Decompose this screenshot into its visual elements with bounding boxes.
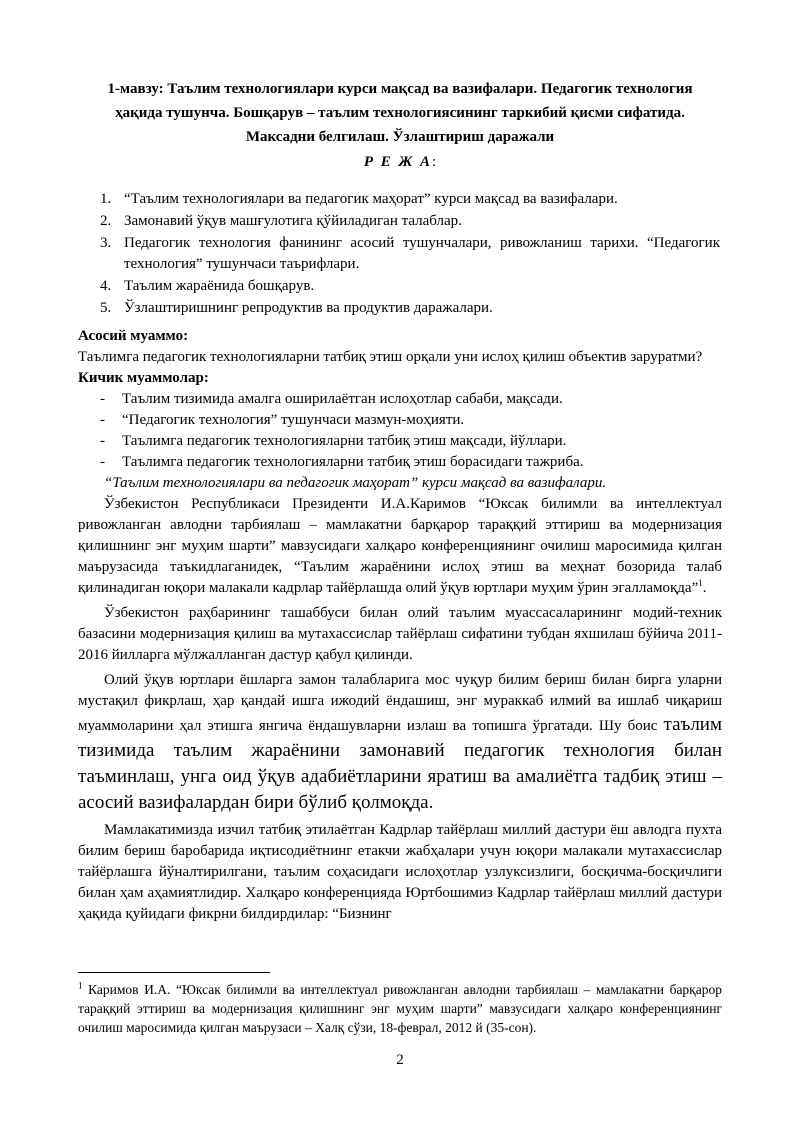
title-line-2: ҳақида тушунча. Бошқарув – таълим технологиясининг таркибий қисми сифатида. <box>115 105 685 121</box>
paragraph-3 <box>78 670 722 816</box>
dash-marker: - <box>100 433 105 449</box>
plan-item <box>100 298 720 319</box>
main-problem-heading: Асосий муаммо: <box>78 328 189 344</box>
footnote <box>78 980 722 1037</box>
small-problem-item <box>78 389 722 410</box>
main-body <box>78 326 722 925</box>
paragraph-1-end: . <box>702 580 707 596</box>
small-problem-text: Таълимга педагогик технологияларни татбиқ этиш борасидаги тажриба. <box>122 454 584 470</box>
plan-item-text: Таълим жараёнида бошқарув. <box>124 278 315 294</box>
dash-marker: - <box>100 391 105 407</box>
plan-item-number: 5. <box>100 300 112 316</box>
plan-heading-word: Р Е Ж А <box>363 154 433 170</box>
plan-item <box>100 276 720 297</box>
plan-item-text: “Таълим технологиялари ва педагогик маҳорат” курси мақсад ва вазифалари. <box>124 191 618 207</box>
section-title: “Таълим технологиялари ва педагогик маҳорат” курси мақсад ва вазифалари. <box>104 475 607 491</box>
plan-item-number: 2. <box>100 213 112 229</box>
plan-list <box>100 189 720 320</box>
footnote-separator <box>78 972 270 973</box>
paragraph-3-large-text: таълим тизимида таълим жараёнини замонавий педагогик технология билан таъминлаш, унга оид ўқув адабиётларини яратиш ва амалиётга тадбиқ этиш – асосий вазифалардан бири бўлиб қолмоқда. <box>78 714 722 813</box>
footnote-reference: 1 <box>698 578 703 588</box>
small-problem-item <box>78 410 722 431</box>
footnote-mark: 1 <box>78 980 83 991</box>
dash-marker: - <box>100 412 105 428</box>
small-problem-text: Таълим тизимида амалга оширилаётган ислоҳотлар сабаби, мақсади. <box>122 391 563 407</box>
page-number: 2 <box>396 1052 404 1068</box>
plan-item-number: 4. <box>100 278 112 294</box>
small-problem-text: Таълимга педагогик технологияларни татбиқ этиш мақсади, йўллари. <box>122 433 567 449</box>
small-problem-item <box>78 431 722 452</box>
footnote-text: Каримов И.А. “Юксак билимли ва интеллектуал ривожланган авлодни тарбиялаш – мамлакатни барқарор тараққий эттириш ва модернизация қилишнинг энг муҳим шарти” мавзусидаги халқаро конференциянинг очилиш маросимида қилган маърузаси – Халқ сўзи, 18-феврал, 2012 й (35-сон). <box>78 982 722 1035</box>
paragraph-3-text: Олий ўқув юртлари ёшларга замон талабларига мос чуқур билим бериш билан бирга уларни мустақил фикрлаш, ҳар қандай ишга ижодий ёндашиш, энг мураккаб илмий ва ишлаб чиқариш муаммоларини ҳал этишга янгича ёндашувларни излаш ва топишга ўргатади. Шу боис <box>78 672 722 734</box>
small-problems-list <box>78 389 722 473</box>
title-line-1: 1-мавзу: Таълим технологиялари курси мақсад ва вазифалари. Педагогик технология <box>107 81 693 97</box>
plan-item-text: Педагогик технология фанининг асосий тушунчалари, ривожланиш тарихи. “Педагогик технология” тушунчаси таърифлари. <box>124 235 720 272</box>
plan-item <box>100 189 720 210</box>
plan-item-number: 3. <box>100 235 112 251</box>
plan-heading <box>0 152 800 172</box>
paragraph-1-text: Ўзбекистон Республикаси Президенти И.А.Каримов “Юксак билимли ва интеллектуал ривожланган авлодни тарбиялаш – мамлакатни барқарор тараққий эттириш ва модернизация қилишнинг энг муҳим шарти” мавзусидаги халқаро конференциянинг очилиш маросимида қилган маърузасида таъкидлаганидек, “Таълим жараёнини ислоҳ этиш ва меҳнат бозорида талаб қилинадиган юқори малакали кадрлар тайёрлашда олий ўқув юртлари муҳим ўрин эгалламоқда” <box>78 496 722 596</box>
small-problem-text: “Педагогик технология” тушунчаси мазмун-моҳияти. <box>122 412 465 428</box>
dash-marker: - <box>100 454 105 470</box>
title-line-3: Максадни белгилаш. Ўзлаштириш даражали <box>245 129 555 145</box>
plan-item <box>100 233 720 275</box>
plan-item-number: 1. <box>100 191 112 207</box>
plan-item <box>100 211 720 232</box>
plan-heading-colon: : <box>432 154 437 170</box>
paragraph-4: Мамлакатимизда изчил татбиқ этилаётган Кадрлар тайёрлаш миллий дастури ёш авлодга пухта билим бериш баробарида иқтисодиётнинг етакчи жабҳалари учун юқори малакали мутахассислар тайёрлашга йўналтирилгани, таълим соҳасидаги ислоҳотлар узлуксизлиги, босқичма-босқичлиги билан ҳам аҳамиятлидир. Халқаро конференцияда Юртбошимиз Кадрлар тайёрлаш миллий дастури ҳақида қуйидаги фикрни билдирдилар: “Бизнинг <box>78 822 722 922</box>
plan-item-text: Замонавий ўқув машғулотига қўйиладиган талаблар. <box>124 213 462 229</box>
plan-item-text: Ўзлаштиришнинг репродуктив ва продуктив даражалари. <box>124 300 493 316</box>
lecture-title <box>78 77 722 149</box>
small-problem-item <box>78 452 722 473</box>
paragraph-2: Ўзбекистон раҳбарининг ташаббуси билан олий таълим муассасаларининг модий-техник базасини модернизация қилиш ва мутахассислар тайёрлаш сифатини тубдан яхшилаш бўйича 2011-2016 йилларга мўлжалланган дастур қабул қилинди. <box>78 605 722 663</box>
small-problems-heading: Кичик муаммолар: <box>78 370 209 386</box>
paragraph-1 <box>78 494 722 599</box>
main-problem-text: Таълимга педагогик технологияларни татбиқ этиш орқали уни ислоҳ қилиш объектив заруратми? <box>78 349 703 365</box>
